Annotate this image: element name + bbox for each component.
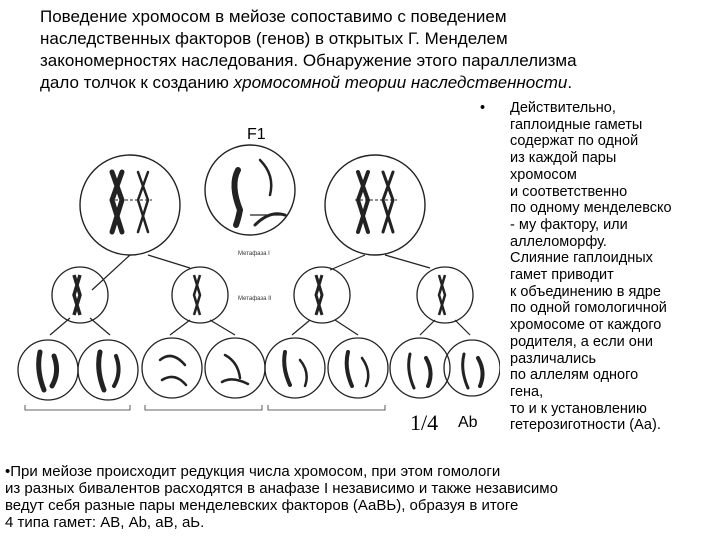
side-line: Действительно, xyxy=(510,100,616,116)
side-line: из каждой пары xyxy=(510,150,617,167)
bottom-line: из разных бивалентов расходятся в анафазе I независимо и также независимо xyxy=(5,480,558,497)
cell-prophase-left xyxy=(205,145,295,235)
cell-metaphase-1-left xyxy=(80,155,180,255)
fraction-label: 1/4 xyxy=(410,410,439,435)
side-line: по одной гомологичной xyxy=(510,300,667,317)
side-line: аллеломорфу. xyxy=(510,233,607,250)
gamete-bracket xyxy=(268,405,385,410)
title-line-4-suffix: . xyxy=(567,73,573,92)
connector-line xyxy=(420,320,435,335)
gamete-cell xyxy=(328,338,388,398)
connector-line xyxy=(455,320,470,335)
gamete-cell xyxy=(142,338,202,398)
connector-line xyxy=(148,255,190,268)
side-line: и соответственно xyxy=(510,183,628,200)
slide-title xyxy=(40,6,710,94)
cell-metaphase-2 xyxy=(52,267,108,323)
side-line: содержат по одной xyxy=(510,133,639,150)
side-line: гаплоидные гаметы xyxy=(510,116,643,133)
title-line-2: наследственных факторов (генов) в открытых Г. Менделем xyxy=(40,29,508,48)
title-line-4 xyxy=(40,72,710,94)
cell-metaphase-1-right xyxy=(325,155,425,255)
cell-metaphase-2 xyxy=(294,267,350,323)
gamete-bracket xyxy=(25,405,130,410)
connector-line xyxy=(210,320,235,335)
title-line-1: Поведение хромосом в мейозе сопоставимо с поведением xyxy=(40,7,507,26)
gamete-cell xyxy=(265,338,325,398)
side-line: по аллелям одного xyxy=(510,367,639,384)
side-line: различались xyxy=(510,350,596,367)
side-line: то и к установлению xyxy=(510,400,647,417)
side-line: хромосом xyxy=(510,166,577,183)
connector-line xyxy=(90,318,110,335)
connector-line xyxy=(335,320,358,335)
gamete-cell xyxy=(18,340,78,400)
stage-label-metaphase-2: Метафаза II xyxy=(238,296,272,302)
bottom-line: ведут себя разные пары менделевских факторов (АаВЬ), образуя в итоге xyxy=(5,497,519,514)
connector-line xyxy=(385,255,430,268)
side-line: - му фактору, или xyxy=(510,216,628,233)
bottom-line: 4 типа гамет: АВ, Ab, аВ, аЬ. xyxy=(5,514,205,531)
f1-label: F1 xyxy=(247,126,266,143)
connector-line xyxy=(330,255,365,270)
gamete-cell xyxy=(205,338,265,398)
side-line: родителя, а если они xyxy=(510,333,653,350)
gamete-label: Ab xyxy=(458,414,478,431)
side-line: по одному менделевско xyxy=(510,200,672,217)
side-line: хромосоме от каждого xyxy=(510,317,662,334)
side-line: Слияние гаплоидных xyxy=(510,250,653,267)
gamete-bracket xyxy=(145,405,262,410)
side-text xyxy=(510,100,720,434)
bottom-line: •При мейозе происходит редукция числа хромосом, при этом гомологи xyxy=(5,463,501,480)
stage-label-metaphase-1: Метафаза I xyxy=(238,251,270,257)
title-line-4-prefix: дало толчок к созданию xyxy=(40,73,234,92)
side-bullet: • xyxy=(480,100,486,116)
cell-metaphase-2 xyxy=(172,267,228,323)
connector-line xyxy=(50,318,70,335)
title-line-3: закономерностях наследования. Обнаружение этого параллелизма xyxy=(40,51,577,70)
side-line: гетерозиготности (Аа). xyxy=(510,417,661,434)
bottom-paragraph xyxy=(5,463,717,531)
title-italic-term: хромосомной теории наследственности xyxy=(233,73,568,92)
gamete-cell xyxy=(78,340,138,400)
side-line: гамет приводит xyxy=(510,267,614,284)
meiosis-diagram xyxy=(0,100,500,430)
connector-line xyxy=(292,320,310,335)
gamete-cell xyxy=(444,340,500,396)
gamete-cell xyxy=(390,338,450,398)
cell-metaphase-2 xyxy=(417,267,473,323)
connector-line xyxy=(170,320,190,335)
side-line: гена, xyxy=(510,383,544,400)
side-line: к объединению в ядре xyxy=(510,283,661,300)
